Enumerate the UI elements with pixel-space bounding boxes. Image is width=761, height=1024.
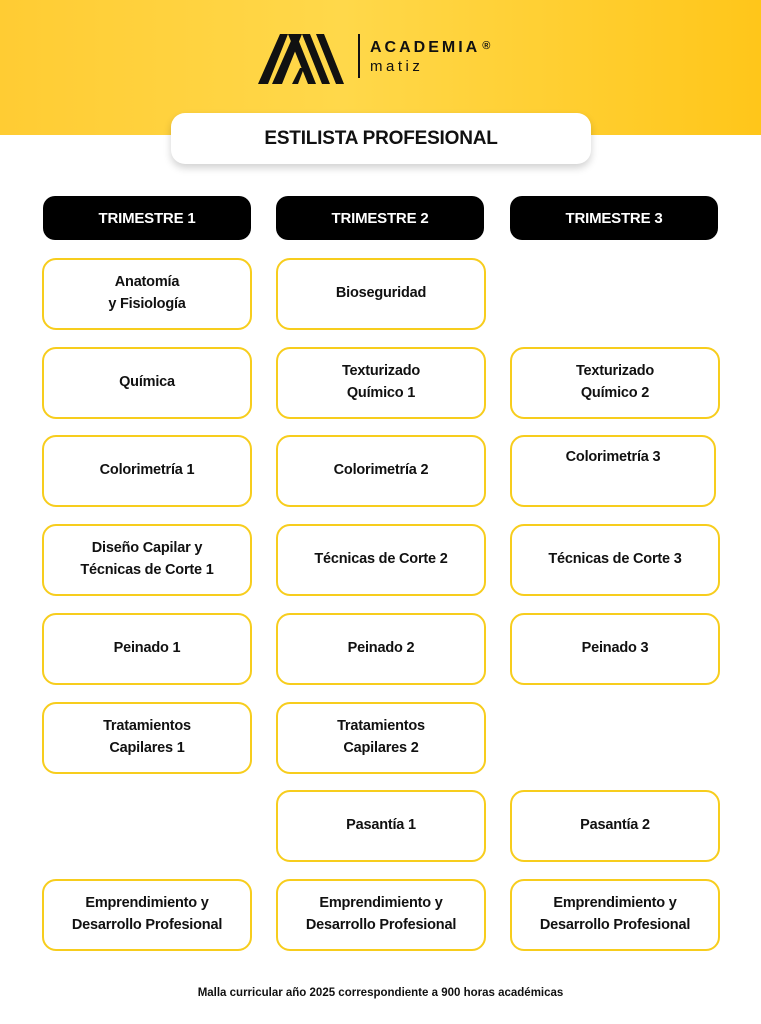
trimester-1-header: TRIMESTRE 1	[43, 196, 251, 240]
course-peinado-3: Peinado 3	[510, 613, 720, 685]
course-colorimetria-1: Colorimetría 1	[42, 435, 252, 507]
course-colorimetria-2: Colorimetría 2	[276, 435, 486, 507]
academia-matiz-logo	[258, 28, 508, 84]
course-emprendimiento-2: Emprendimiento y Desarrollo Profesional	[276, 879, 486, 951]
course-peinado-2: Peinado 2	[276, 613, 486, 685]
course-texturizado-quimico-1: Texturizado Químico 1	[276, 347, 486, 419]
course-emprendimiento-3: Emprendimiento y Desarrollo Profesional	[510, 879, 720, 951]
course-pasantia-2: Pasantía 2	[510, 790, 720, 862]
course-tratamientos-capilares-2: Tratamientos Capilares 2	[276, 702, 486, 774]
logo-brand-name	[370, 40, 490, 56]
trimester-2-header: TRIMESTRE 2	[276, 196, 484, 240]
logo-subtitle: matiz	[370, 58, 424, 75]
course-tecnicas-corte-2: Técnicas de Corte 2	[276, 524, 486, 596]
registered-mark: ®	[482, 40, 491, 52]
course-colorimetria-3: Colorimetría 3	[510, 435, 716, 507]
course-pasantia-1: Pasantía 1	[276, 790, 486, 862]
logo-brand-label: ACADEMIA	[370, 39, 481, 56]
course-anatomia-fisiologia: Anatomía y Fisiología	[42, 258, 252, 330]
program-title: ESTILISTA PROFESIONAL	[171, 113, 591, 164]
course-tecnicas-corte-3: Técnicas de Corte 3	[510, 524, 720, 596]
logo-text	[370, 40, 490, 74]
course-tratamientos-capilares-1: Tratamientos Capilares 1	[42, 702, 252, 774]
logo-mark-icon	[258, 28, 354, 84]
logo-divider	[358, 34, 360, 78]
trimester-3-header: TRIMESTRE 3	[510, 196, 718, 240]
course-diseno-capilar: Diseño Capilar y Técnicas de Corte 1	[42, 524, 252, 596]
course-quimica: Química	[42, 347, 252, 419]
footer-note: Malla curricular año 2025 correspondiente a 900 horas académicas	[197, 987, 564, 999]
course-peinado-1: Peinado 1	[42, 613, 252, 685]
course-texturizado-quimico-2: Texturizado Químico 2	[510, 347, 720, 419]
course-emprendimiento-1: Emprendimiento y Desarrollo Profesional	[42, 879, 252, 951]
course-bioseguridad: Bioseguridad	[276, 258, 486, 330]
